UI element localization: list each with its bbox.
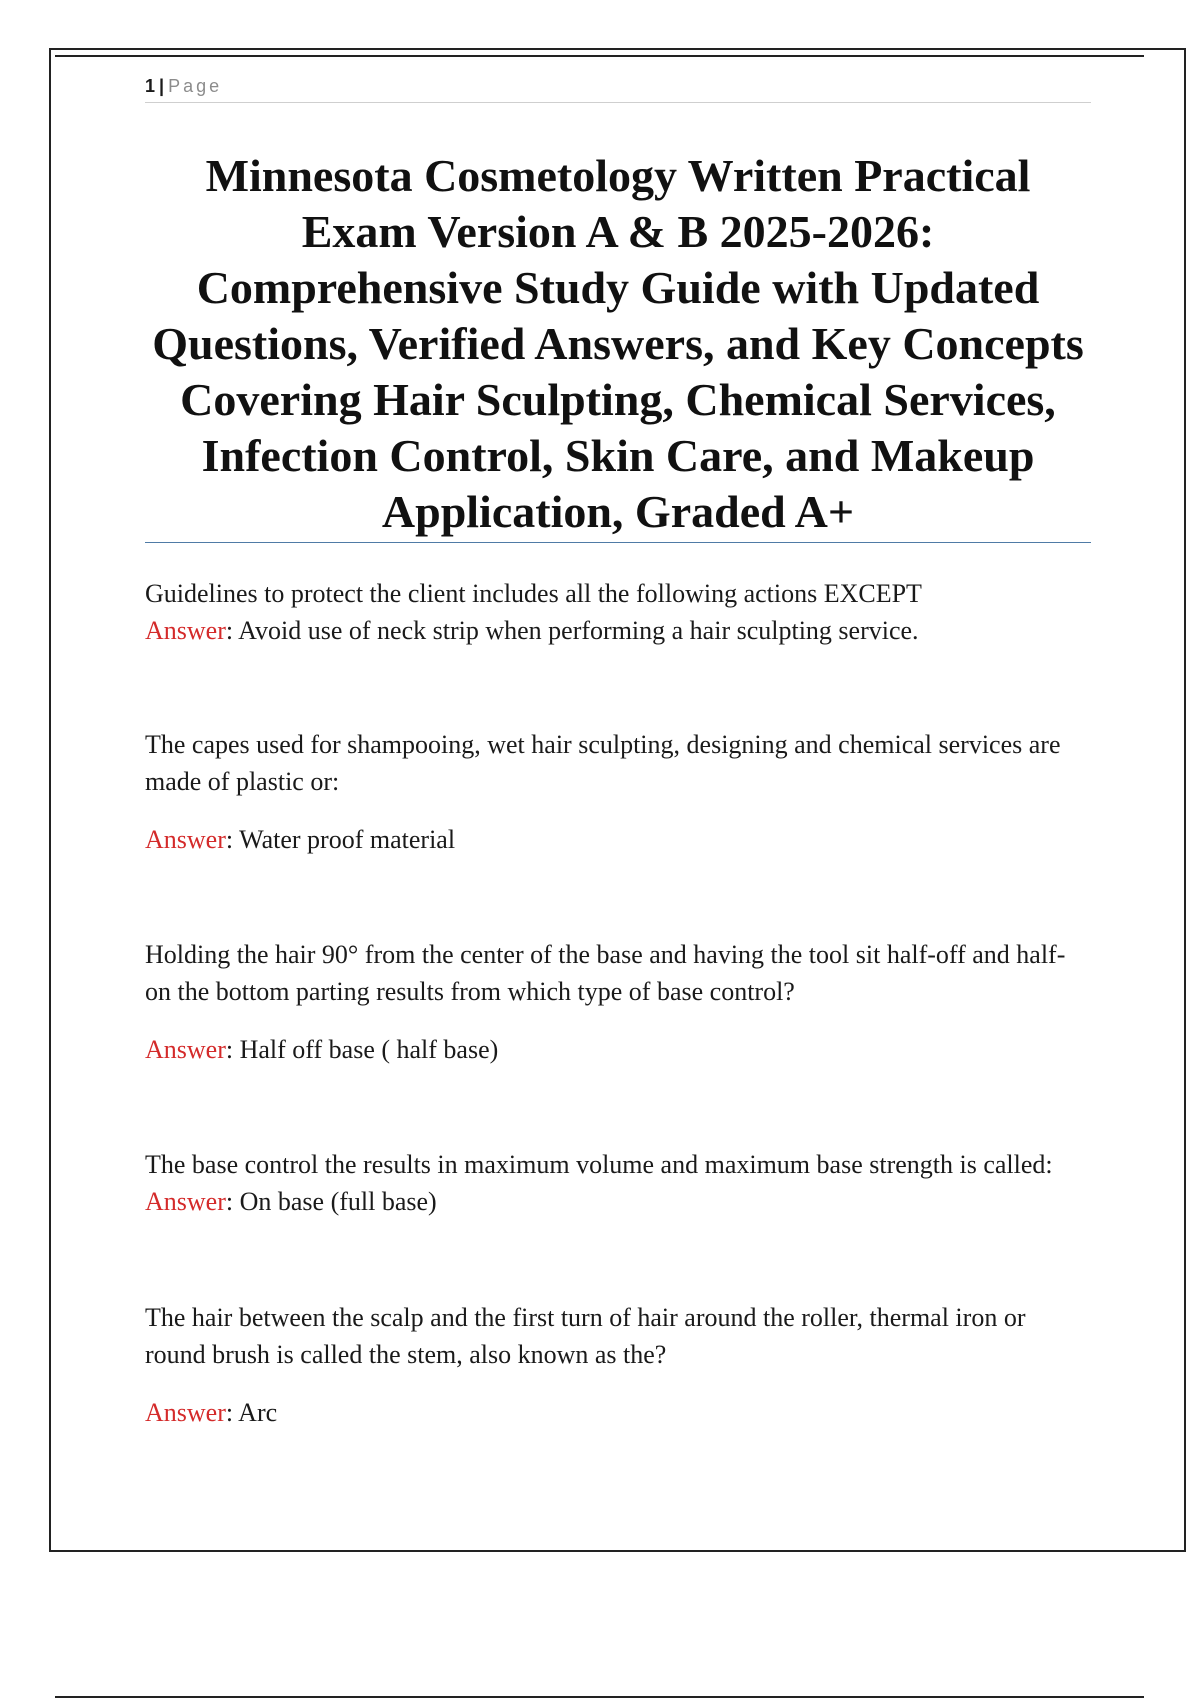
answer-line: Answer: Avoid use of neck strip when performing a hair sculpting service. <box>145 616 919 645</box>
answer-line: Answer: Water proof material <box>145 825 456 854</box>
answer-label: Answer <box>145 1035 226 1064</box>
answer-text: On base (full base) <box>239 1187 437 1216</box>
question-answer-text: The base control the results in maximum volume and maximum base strength is called: Answer: On base (full base) <box>145 1150 1053 1216</box>
answer-label: Answer <box>145 1398 226 1427</box>
bottom-rule <box>55 1696 1144 1698</box>
question-text: Holding the hair 90° from the center of the base and having the tool sit half-off and half-on the bottom parting results from which type of base control? <box>145 940 1066 1006</box>
top-rule <box>55 55 1144 57</box>
answer-label: Answer <box>145 1187 226 1216</box>
answer-line: Answer: Arc <box>145 1398 278 1427</box>
page-header <box>145 74 1091 103</box>
qa-item-2 <box>145 726 1091 858</box>
qa-item-5 <box>145 1299 1091 1431</box>
qa-item-4 <box>145 1146 1091 1220</box>
document-title: Minnesota Cosmetology Written Practical Exam Version A & B 2025-2026: Comprehensive Study Guide with Updated Questions, Verified Answers, and Key Concepts Covering Hair Sculpting, Chemical Services, Infection Control, Skin Care, and Makeup Application, Graded A+ <box>152 150 1084 537</box>
page-label: Page <box>168 76 223 96</box>
title-underline <box>145 542 1091 543</box>
answer-label: Answer <box>145 825 226 854</box>
qa-item-1 <box>145 575 1091 649</box>
question-text: The base control the results in maximum volume and maximum base strength is called: <box>145 1150 1053 1179</box>
answer-text: Water proof material <box>239 825 456 854</box>
page-number: 1 <box>145 76 156 96</box>
answer-line: Answer: Half off base ( half base) <box>145 1035 499 1064</box>
page-separator: | <box>159 76 165 96</box>
answer-text: Half off base ( half base) <box>239 1035 499 1064</box>
answer-text: Avoid use of neck strip when performing a hair sculpting service. <box>238 616 919 645</box>
question-text: The hair between the scalp and the first turn of hair around the roller, thermal iron or round brush is called the stem, also known as the? <box>145 1303 1026 1369</box>
question-text: Guidelines to protect the client includes all the following actions EXCEPT <box>145 579 922 608</box>
answer-text: Arc <box>238 1398 278 1427</box>
answer-label: Answer <box>145 616 226 645</box>
qa-item-3 <box>145 936 1091 1068</box>
question-text: The capes used for shampooing, wet hair sculpting, designing and chemical services are made of plastic or: <box>145 730 1061 796</box>
